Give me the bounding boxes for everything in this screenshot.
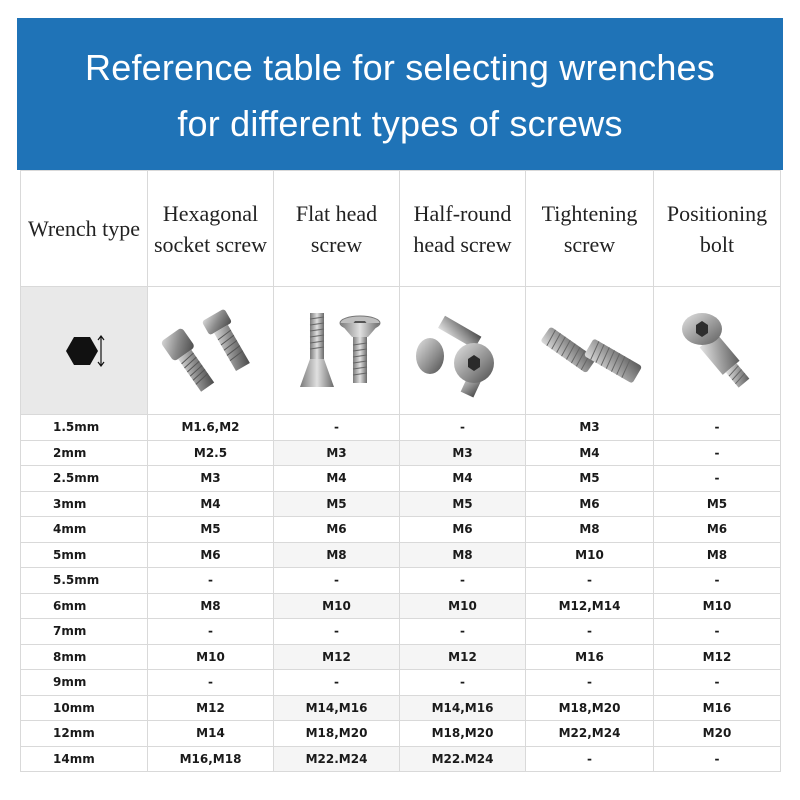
- table-row: [21, 466, 781, 492]
- cell-tightening-screw: M18,M20: [526, 695, 654, 721]
- cell-tightening-screw: -: [526, 619, 654, 645]
- table-row: [21, 440, 781, 466]
- cell-hex-socket-screw: M2.5: [148, 440, 274, 466]
- cell-tightening-screw: M16: [526, 644, 654, 670]
- cell-positioning-bolt: M5: [654, 491, 781, 517]
- cell-positioning-bolt: -: [654, 466, 781, 492]
- header-hex-socket-screw: Hexagonal socket screw: [148, 171, 274, 287]
- header-wrench-type: Wrench type: [21, 171, 148, 287]
- cell-flat-head-screw: M8: [274, 542, 400, 568]
- cell-flat-head-screw: M5: [274, 491, 400, 517]
- cell-wrench-size: 12mm: [21, 721, 148, 747]
- cell-wrench-size: 8mm: [21, 644, 148, 670]
- cell-positioning-bolt: -: [654, 670, 781, 696]
- cell-hex-socket-screw: M5: [148, 517, 274, 543]
- wrench-reference-table: [20, 170, 781, 772]
- table-row: [21, 746, 781, 772]
- cell-flat-head-screw: -: [274, 619, 400, 645]
- cell-flat-head-screw: M3: [274, 440, 400, 466]
- cell-positioning-bolt: M8: [654, 542, 781, 568]
- cell-hex-socket-screw: M8: [148, 593, 274, 619]
- cell-positioning-bolt: -: [654, 619, 781, 645]
- cell-half-round-head-screw: -: [400, 415, 526, 441]
- table-row: [21, 644, 781, 670]
- cell-flat-head-screw: M14,M16: [274, 695, 400, 721]
- cell-wrench-size: 3mm: [21, 491, 148, 517]
- cell-half-round-head-screw: M10: [400, 593, 526, 619]
- header-tightening-screw: Tightening screw: [526, 171, 654, 287]
- table-row: [21, 670, 781, 696]
- cell-positioning-bolt: -: [654, 746, 781, 772]
- cell-hex-socket-screw: M16,M18: [148, 746, 274, 772]
- cell-wrench-size: 7mm: [21, 619, 148, 645]
- cell-tightening-screw: -: [526, 746, 654, 772]
- title-line-2: for different types of screws: [177, 103, 623, 144]
- flat-head-screw-image: [274, 287, 400, 415]
- cell-wrench-size: 5.5mm: [21, 568, 148, 594]
- cell-half-round-head-screw: M6: [400, 517, 526, 543]
- header-flat-head-screw: Flat head screw: [274, 171, 400, 287]
- cell-half-round-head-screw: -: [400, 670, 526, 696]
- table-row: [21, 721, 781, 747]
- cell-flat-head-screw: M18,M20: [274, 721, 400, 747]
- header-row: [21, 171, 781, 287]
- cell-hex-socket-screw: M1.6,M2: [148, 415, 274, 441]
- cell-hex-socket-screw: -: [148, 670, 274, 696]
- set-screw-image: [526, 287, 654, 415]
- cell-hex-socket-screw: M10: [148, 644, 274, 670]
- cell-positioning-bolt: M12: [654, 644, 781, 670]
- cell-half-round-head-screw: M5: [400, 491, 526, 517]
- title-banner: [17, 18, 783, 170]
- cell-positioning-bolt: M6: [654, 517, 781, 543]
- title-line-1: Reference table for selecting wrenches: [85, 47, 715, 88]
- cell-hex-socket-screw: M12: [148, 695, 274, 721]
- cell-wrench-size: 10mm: [21, 695, 148, 721]
- table-row: [21, 593, 781, 619]
- cell-tightening-screw: M3: [526, 415, 654, 441]
- cell-flat-head-screw: M22.M24: [274, 746, 400, 772]
- cell-half-round-head-screw: M3: [400, 440, 526, 466]
- cell-tightening-screw: M6: [526, 491, 654, 517]
- cell-half-round-head-screw: -: [400, 568, 526, 594]
- cell-tightening-screw: M12,M14: [526, 593, 654, 619]
- cell-wrench-size: 9mm: [21, 670, 148, 696]
- cell-hex-socket-screw: -: [148, 568, 274, 594]
- cell-hex-socket-screw: M4: [148, 491, 274, 517]
- image-row: [21, 287, 781, 415]
- cell-tightening-screw: M4: [526, 440, 654, 466]
- cell-tightening-screw: M5: [526, 466, 654, 492]
- cell-hex-socket-screw: -: [148, 619, 274, 645]
- table-row: [21, 619, 781, 645]
- cell-half-round-head-screw: M12: [400, 644, 526, 670]
- cell-wrench-size: 4mm: [21, 517, 148, 543]
- cell-tightening-screw: -: [526, 568, 654, 594]
- cell-flat-head-screw: M6: [274, 517, 400, 543]
- cell-tightening-screw: M22,M24: [526, 721, 654, 747]
- half-round-head-screw-image: [400, 287, 526, 415]
- cell-tightening-screw: M10: [526, 542, 654, 568]
- table-row: [21, 491, 781, 517]
- table-row: [21, 542, 781, 568]
- cell-flat-head-screw: M12: [274, 644, 400, 670]
- cell-wrench-size: 6mm: [21, 593, 148, 619]
- cell-positioning-bolt: -: [654, 568, 781, 594]
- cell-half-round-head-screw: M4: [400, 466, 526, 492]
- header-positioning-bolt: Positioning bolt: [654, 171, 781, 287]
- shoulder-bolt-image: [654, 287, 781, 415]
- table-row: [21, 415, 781, 441]
- table-row: [21, 568, 781, 594]
- cell-half-round-head-screw: -: [400, 619, 526, 645]
- cell-wrench-size: 2mm: [21, 440, 148, 466]
- cell-positioning-bolt: M20: [654, 721, 781, 747]
- cell-positioning-bolt: M16: [654, 695, 781, 721]
- hex-key-icon: [21, 287, 148, 415]
- cell-wrench-size: 14mm: [21, 746, 148, 772]
- cell-tightening-screw: M8: [526, 517, 654, 543]
- header-half-round-head-screw: Half-round head screw: [400, 171, 526, 287]
- cell-wrench-size: 5mm: [21, 542, 148, 568]
- cell-wrench-size: 1.5mm: [21, 415, 148, 441]
- cell-flat-head-screw: -: [274, 568, 400, 594]
- cell-positioning-bolt: -: [654, 415, 781, 441]
- cell-hex-socket-screw: M3: [148, 466, 274, 492]
- cell-flat-head-screw: M10: [274, 593, 400, 619]
- cell-hex-socket-screw: M6: [148, 542, 274, 568]
- cell-tightening-screw: -: [526, 670, 654, 696]
- cell-flat-head-screw: -: [274, 670, 400, 696]
- cell-flat-head-screw: M4: [274, 466, 400, 492]
- cell-positioning-bolt: -: [654, 440, 781, 466]
- cell-half-round-head-screw: M14,M16: [400, 695, 526, 721]
- cell-positioning-bolt: M10: [654, 593, 781, 619]
- table-row: [21, 517, 781, 543]
- cell-flat-head-screw: -: [274, 415, 400, 441]
- hex-socket-screw-image: [148, 287, 274, 415]
- cell-half-round-head-screw: M8: [400, 542, 526, 568]
- cell-hex-socket-screw: M14: [148, 721, 274, 747]
- cell-half-round-head-screw: M22.M24: [400, 746, 526, 772]
- table-row: [21, 695, 781, 721]
- cell-half-round-head-screw: M18,M20: [400, 721, 526, 747]
- cell-wrench-size: 2.5mm: [21, 466, 148, 492]
